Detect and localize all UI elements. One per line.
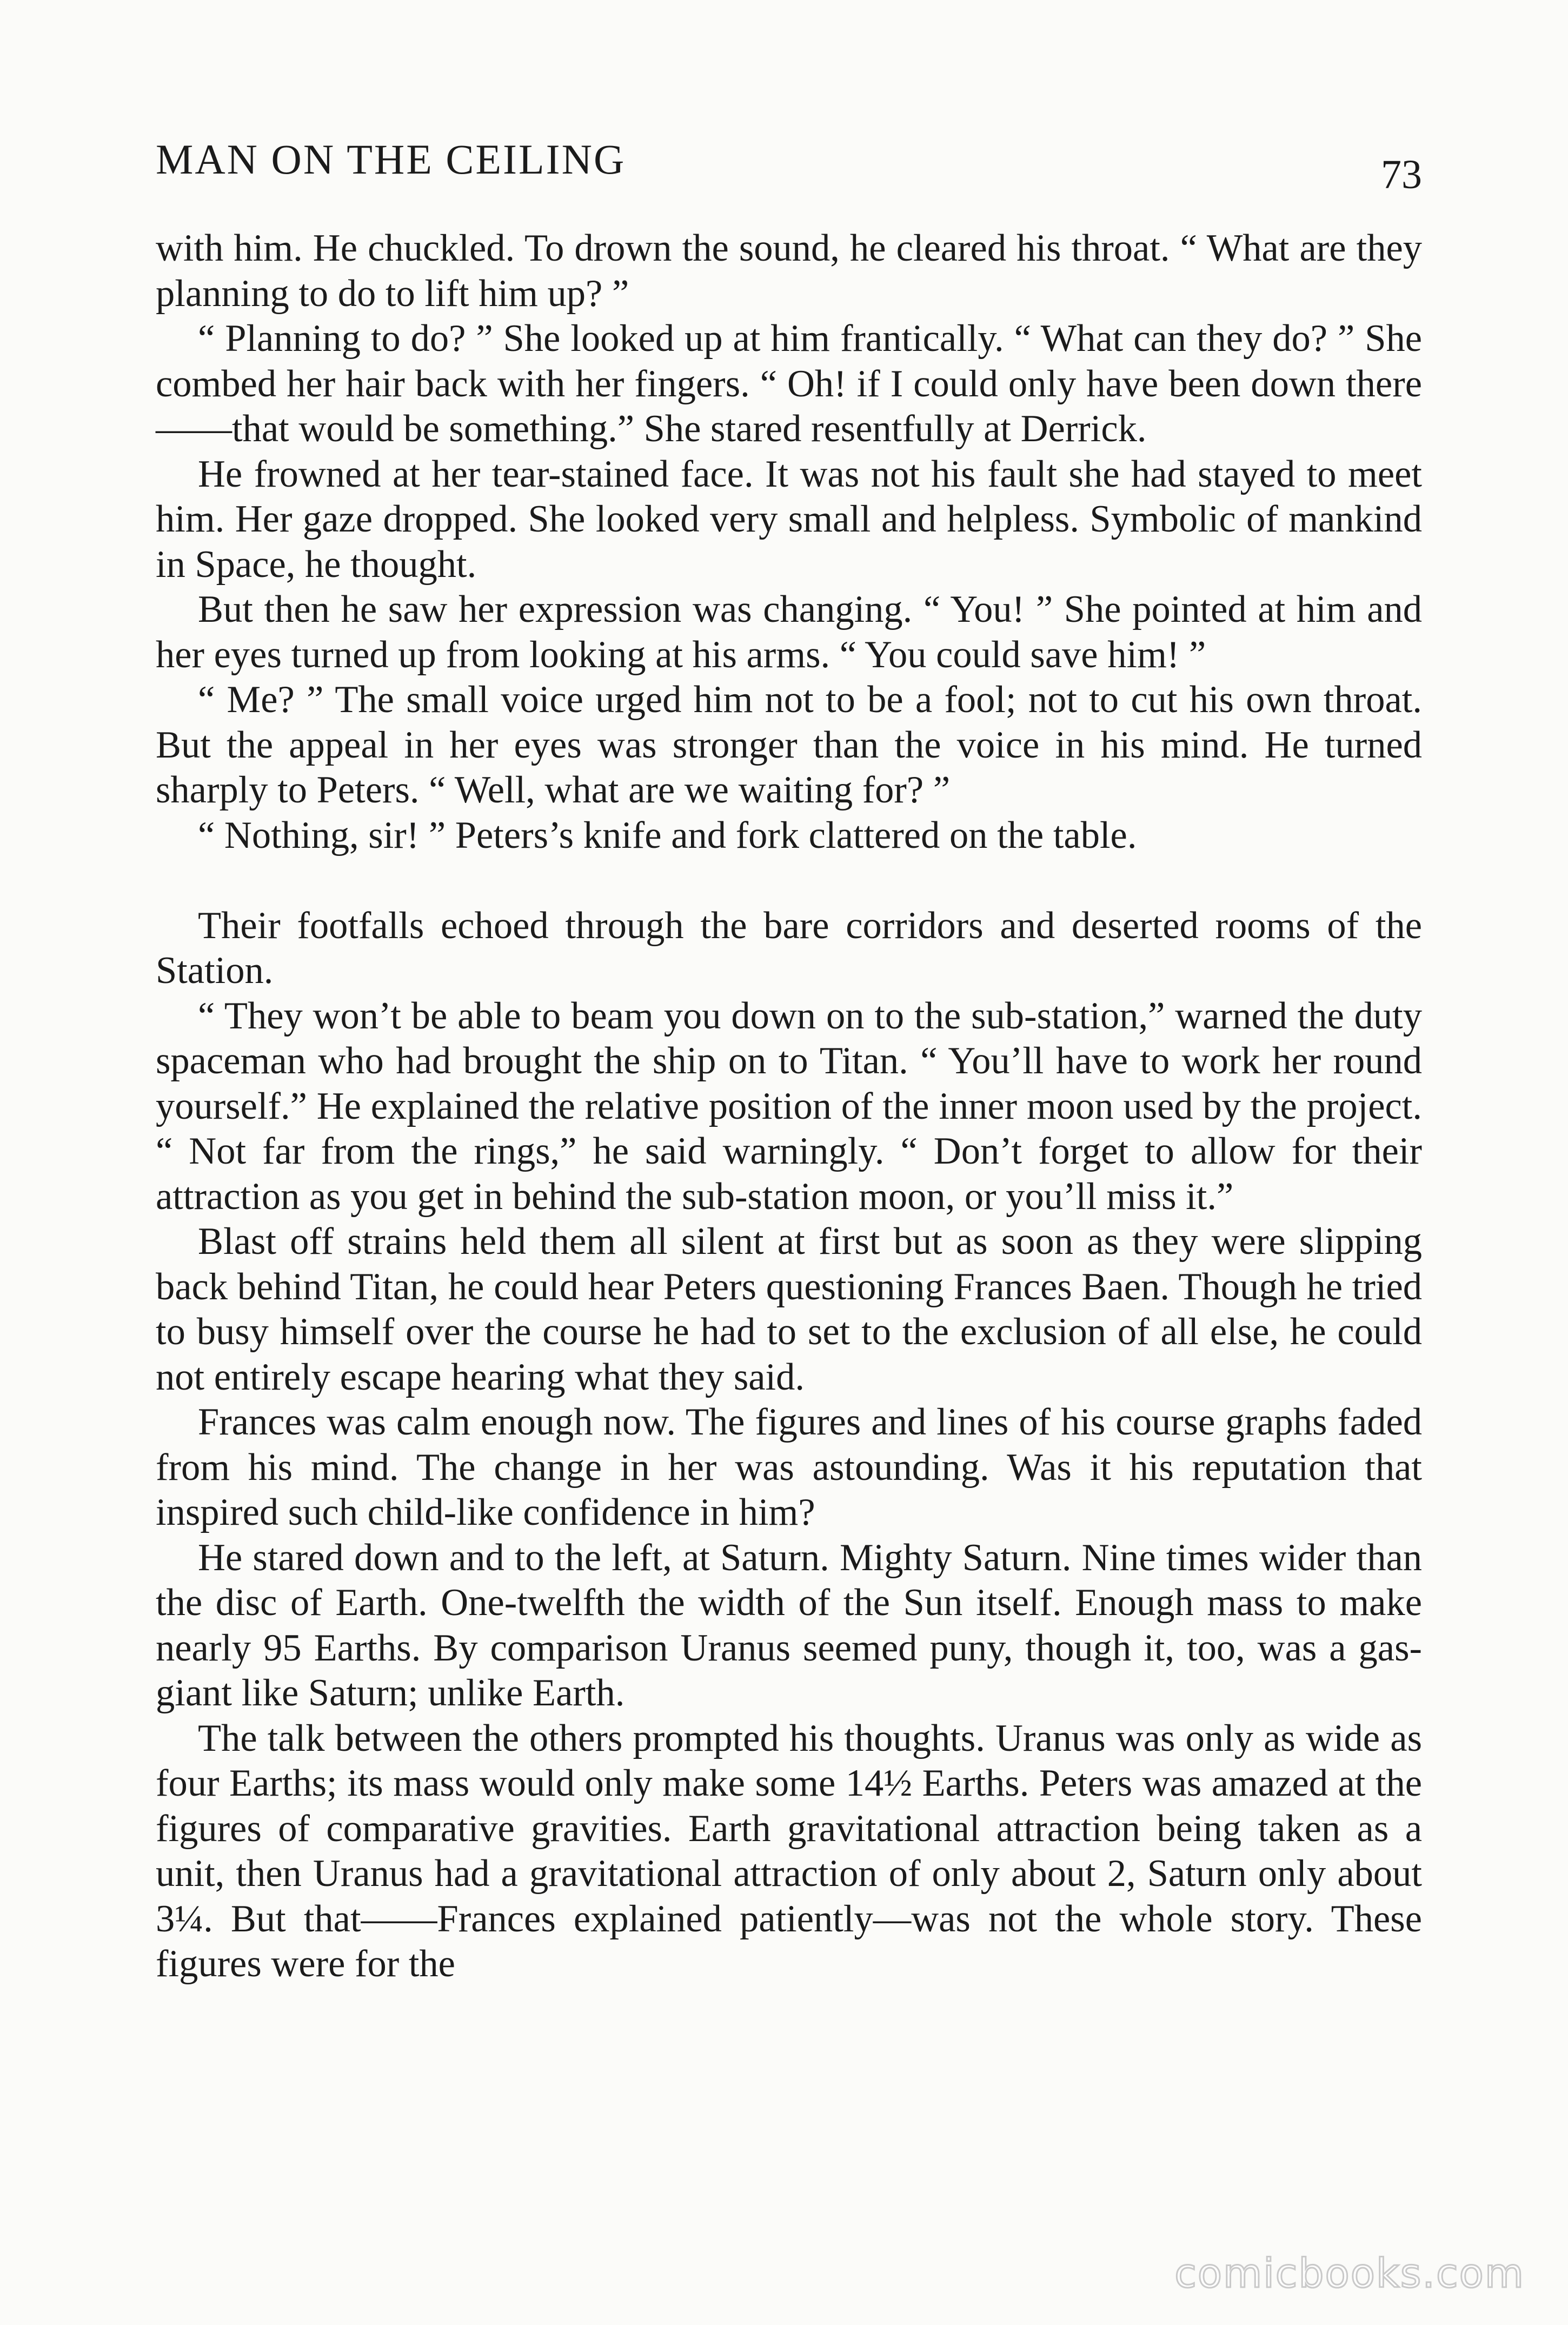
paragraph: He frowned at her tear-stained face. It was not his fault she had stayed to meet him. Her gaze dropped. She looked very small and helpless. Symbolic of mankind in Space, he thought.	[156, 453, 1422, 586]
paragraph: “ Me? ” The small voice urged him not to be a fool; not to cut his own throat. But the appeal in her eyes was stronger than the voice in his mind. He turned sharply to Peters. “ Well, what are we waiting for? ”	[156, 679, 1422, 811]
paragraph: He stared down and to the left, at Saturn. Mighty Saturn. Nine times wider than the disc of Earth. One-twelfth the width of the Sun itself. Enough mass to make nearly 95 Earths. By comparison Uranus seemed puny, though it, too, was a gas-giant like Saturn; unlike Earth.	[156, 1536, 1422, 1714]
paragraph: Frances was calm enough now. The figures and lines of his course graphs faded from his mind. The change in her was astounding. Was it his reputation that inspired such child-like confidence in him?	[156, 1401, 1422, 1533]
paragraph: But then he saw her expression was changing. “ You! ” She pointed at him and her eyes turned up from looking at his arms. “ You could save him! ”	[156, 588, 1422, 676]
paragraph: “ Planning to do? ” She looked up at him frantically. “ What can they do? ” She combed her hair back with her fingers. “ Oh! if I could only have been down there——that would be something.” She stared resentfully at Derrick.	[156, 317, 1422, 450]
body-text	[156, 226, 1422, 1987]
watermark: comicbooks.com	[1174, 2250, 1525, 2297]
paragraph: with him. He chuckled. To drown the sound, he cleared his throat. “ What are they planning to do to lift him up? ”	[156, 227, 1422, 315]
page-number: 73	[1381, 152, 1422, 197]
paragraph: Blast off strains held them all silent at first but as soon as they were slipping back behind Titan, he could hear Peters questioning Frances Baen. Though he tried to busy himself over the course he had to set to the exclusion of all else, he could not entirely escape hearing what they said.	[156, 1220, 1422, 1398]
paragraph: Their footfalls echoed through the bare corridors and deserted rooms of the Station.	[156, 904, 1422, 992]
page-header	[156, 135, 1422, 195]
paragraph: “ Nothing, sir! ” Peters’s knife and fork clattered on the table.	[198, 814, 1137, 856]
paragraph: “ They won’t be able to beam you down on to the sub-station,” warned the duty spaceman who had brought the ship on to Titan. “ You’ll have to work her round yourself.” He explained the relative position of the inner moon used by the project. “ Not far from the rings,” he said warningly. “ Don’t forget to allow for their attraction as you get in behind the sub-station moon, or you’ll miss it.”	[156, 994, 1422, 1218]
paragraph: The talk between the others prompted his thoughts. Uranus was only as wide as four Earths; its mass would only make some 14½ Earths. Peters was amazed at the figures of comparative gravities. Earth gravitational attraction being taken as a unit, then Uranus had a gravitational attraction of only about 2, Saturn only about 3¼. But that——Frances explained patiently—was not the whole story. These figures were for the	[156, 1717, 1422, 1985]
running-head: MAN ON THE CEILING	[156, 136, 626, 183]
